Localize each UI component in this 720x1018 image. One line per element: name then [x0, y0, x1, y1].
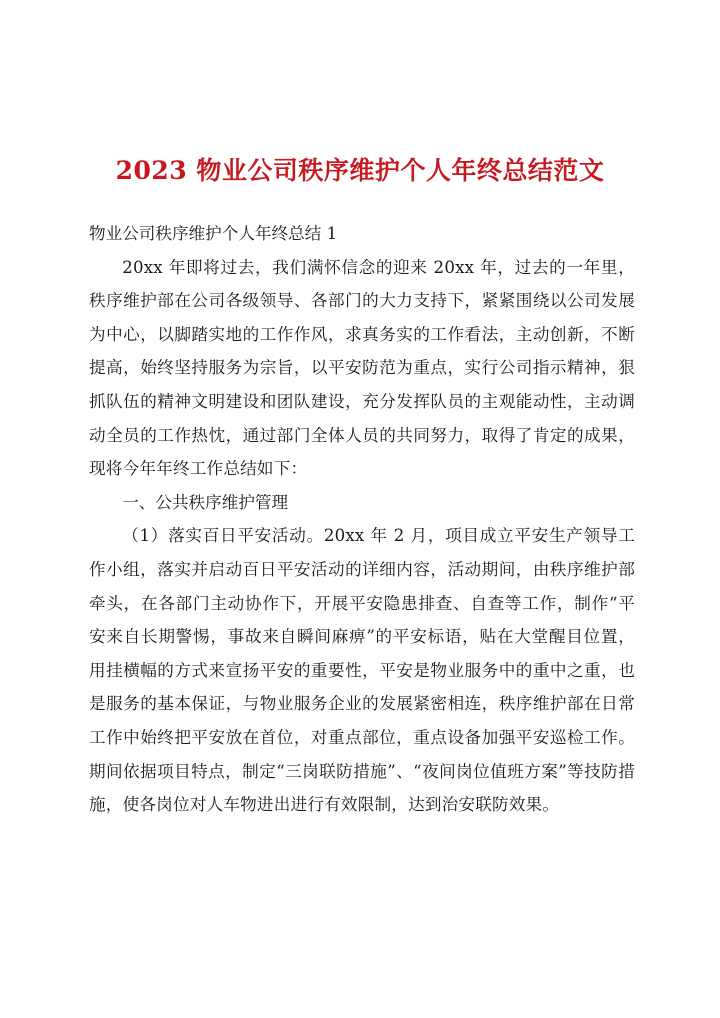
document-title: 2023 物业公司秩序维护个人年终总结范文 [115, 156, 605, 185]
paragraph-intro: 20xx 年即将过去，我们满怀信念的迎来 20xx 年，过去的一年里，秩序维护部在公司各级领导、各部门的大力支持下，紧紧围绕以公司发展为中心，以脚踏实地的工作作风，求真务实的工作看法，主动创新，不断提高，始终坚持服务为宗旨，以平安防范为重点，实行公司指示精神，狠抓队伍的精神文明建设和团队建设，充分发挥队员的主观能动性，主动调动全员的工作热忱，通过部门全体人员的共同努力，取得了肯定的成果，现将今年年终工作总结如下： [89, 257, 635, 479]
paragraph-safety-activity: （1）落实百日平安活动。20xx 年 2 月，项目成立平安生产领导工作小组，落实并启动百日平安活动的详细内容，活动期间，由秩序维护部牵头，在各部门主动协作下，开展平安隐患排查、自查等工作，制作“平安来自长期警惕，事故来自瞬间麻痹”的平安标语，贴在大堂醒目位置，用挂横幅的方式来宣扬平安的重要性，平安是物业服务中的重中之重，也是服务的基本保证，与物业服务企业的发展紧密相连，秩序维护部在日常工作中始终把平安放在首位，对重点部位，重点设备加强平安巡检工作。期间依据项目特点，制定“三岗联防措施”、“夜间岗位值班方案”等技防措施，使各岗位对人车物进出进行有效限制，达到治安联防效果。 [89, 526, 635, 815]
section-heading: 一、公共秩序维护管理 [122, 492, 289, 512]
document-subtitle: 物业公司秩序维护个人年终总结 1 [89, 224, 338, 243]
document-body [89, 217, 635, 822]
